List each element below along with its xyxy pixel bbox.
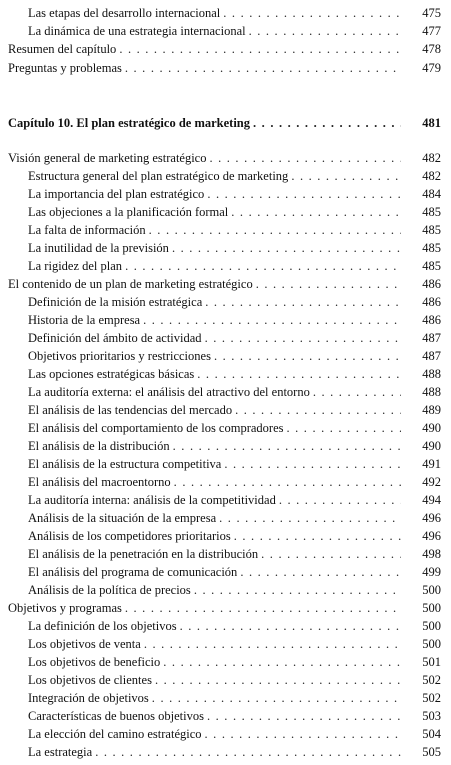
- entry-title: La elección del camino estratégico: [28, 727, 202, 741]
- toc-entry: [0, 457, 451, 475]
- entry-title: La rigidez del plan: [28, 259, 123, 273]
- toc-entry: [0, 403, 451, 421]
- entry-title: La falta de información: [28, 223, 146, 237]
- entry-page: 498: [422, 547, 441, 561]
- entry-page: 488: [422, 367, 441, 381]
- entry-page: 478: [422, 42, 441, 56]
- entry-title: La auditoría interna: análisis de la competitividad: [28, 493, 276, 507]
- toc-entry: [0, 619, 451, 637]
- dot-leader: [214, 349, 401, 364]
- entry-page: 486: [422, 277, 441, 291]
- dot-leader: [172, 241, 401, 256]
- entry-page: 487: [422, 331, 441, 345]
- entry-title: El análisis del macroentorno: [28, 475, 171, 489]
- chapter-title: Capítulo 10. El plan estratégico de marketing: [8, 116, 251, 130]
- dot-leader: [152, 691, 401, 706]
- entry-title: Las etapas del desarrollo internacional: [28, 6, 221, 20]
- dot-leader: [279, 493, 401, 508]
- dot-leader: [197, 367, 401, 382]
- toc-entry: [0, 493, 451, 511]
- entry-page: 485: [422, 259, 441, 273]
- dot-leader: [205, 727, 401, 742]
- dot-leader: [209, 151, 401, 166]
- entry-page: 488: [422, 385, 441, 399]
- toc-entry: [0, 745, 451, 763]
- entry-title: Los objetivos de clientes: [28, 673, 152, 687]
- dot-leader: [173, 439, 401, 454]
- entry-page: 505: [422, 745, 441, 759]
- entry-title: Resumen del capítulo: [8, 42, 117, 56]
- entry-page: 489: [422, 403, 441, 417]
- entry-page: 485: [422, 223, 441, 237]
- entry-title: El análisis del programa de comunicación: [28, 565, 238, 579]
- entry-page: 500: [422, 637, 441, 651]
- dot-leader: [180, 619, 401, 634]
- entry-page: 500: [422, 619, 441, 633]
- entry-page: 487: [422, 349, 441, 363]
- dot-leader: [224, 457, 401, 472]
- dot-leader: [235, 403, 401, 418]
- toc-entry: [0, 6, 451, 24]
- entry-title: El análisis del comportamiento de los compradores: [28, 421, 284, 435]
- entry-title: La auditoría externa: el análisis del atractivo del entorno: [28, 385, 310, 399]
- entry-page: 491: [422, 457, 441, 471]
- entry-title: El análisis de la estructura competitiva: [28, 457, 222, 471]
- toc-entry: [0, 295, 451, 313]
- dot-leader: [240, 565, 401, 580]
- entry-title: Los objetivos de beneficio: [28, 655, 161, 669]
- entry-page: 486: [422, 295, 441, 309]
- toc-entry: [0, 655, 451, 673]
- entry-title: La inutilidad de la previsión: [28, 241, 169, 255]
- dot-leader: [205, 331, 401, 346]
- entry-title: Los objetivos de venta: [28, 637, 141, 651]
- dot-leader: [234, 529, 401, 544]
- dot-leader: [291, 169, 401, 184]
- entry-title: Integración de objetivos: [28, 691, 149, 705]
- entry-title: La definición de los objetivos: [28, 619, 177, 633]
- dot-leader: [155, 673, 401, 688]
- dot-leader: [144, 637, 401, 652]
- dot-leader: [223, 6, 401, 21]
- toc-entry: [0, 673, 451, 691]
- toc-entry: [0, 709, 451, 727]
- entry-title: La importancia del plan estratégico: [28, 187, 205, 201]
- entry-page: 490: [422, 421, 441, 435]
- toc-entry: [0, 61, 451, 79]
- entry-title: El análisis de la distribución: [28, 439, 170, 453]
- entry-page: 486: [422, 313, 441, 327]
- entry-title: Objetivos prioritarios y restricciones: [28, 349, 211, 363]
- toc-entry: [0, 24, 451, 42]
- toc-entry: [0, 205, 451, 223]
- entry-title: Preguntas y problemas: [8, 61, 122, 75]
- chapter-page: 481: [422, 116, 441, 130]
- dot-leader: [125, 61, 401, 76]
- entry-page: 492: [422, 475, 441, 489]
- dot-leader: [125, 601, 401, 616]
- entry-title: Análisis de la situación de la empresa: [28, 511, 217, 525]
- dot-leader: [253, 116, 401, 131]
- toc-entry: [0, 691, 451, 709]
- entry-title: Historia de la empresa: [28, 313, 141, 327]
- entry-title: La dinámica de una estrategia internacional: [28, 24, 246, 38]
- toc-entry: [0, 151, 451, 169]
- toc-entry: [0, 547, 451, 565]
- entry-page: 502: [422, 673, 441, 687]
- dot-leader: [119, 42, 401, 57]
- toc-entry: [0, 421, 451, 439]
- entry-title: La estrategia: [28, 745, 93, 759]
- toc-entry: [0, 583, 451, 601]
- entry-title: El análisis de las tendencias del mercado: [28, 403, 233, 417]
- entry-page: 485: [422, 205, 441, 219]
- toc-entry: [0, 223, 451, 241]
- entry-title: Definición de la misión estratégica: [28, 295, 203, 309]
- chapter-heading: [0, 116, 451, 134]
- dot-leader: [143, 313, 401, 328]
- toc-entry: [0, 349, 451, 367]
- entry-page: 500: [422, 601, 441, 615]
- entry-title: El análisis de la penetración en la distribución: [28, 547, 259, 561]
- dot-leader: [194, 583, 401, 598]
- entry-page: 499: [422, 565, 441, 579]
- entry-page: 496: [422, 529, 441, 543]
- dot-leader: [207, 709, 401, 724]
- entry-title: Visión general de marketing estratégico: [8, 151, 207, 165]
- entry-page: 502: [422, 691, 441, 705]
- entry-page: 503: [422, 709, 441, 723]
- entry-title: Las objeciones a la planificación formal: [28, 205, 229, 219]
- dot-leader: [163, 655, 401, 670]
- dot-leader: [313, 385, 401, 400]
- toc-entry: [0, 511, 451, 529]
- entry-title: Análisis de la política de precios: [28, 583, 191, 597]
- entry-page: 500: [422, 583, 441, 597]
- toc-entry: [0, 367, 451, 385]
- entry-page: 484: [422, 187, 441, 201]
- toc-entry: [0, 565, 451, 583]
- entry-page: 494: [422, 493, 441, 507]
- toc-entry: [0, 277, 451, 295]
- toc-entry: [0, 331, 451, 349]
- toc-entry: [0, 385, 451, 403]
- toc-entry: [0, 313, 451, 331]
- entry-title: El contenido de un plan de marketing estratégico: [8, 277, 253, 291]
- toc-entry: [0, 42, 451, 60]
- entry-page: 496: [422, 511, 441, 525]
- dot-leader: [207, 187, 401, 202]
- toc-entry: [0, 601, 451, 619]
- entry-page: 485: [422, 241, 441, 255]
- entry-title: Las opciones estratégicas básicas: [28, 367, 195, 381]
- entry-page: 475: [422, 6, 441, 20]
- dot-leader: [125, 259, 401, 274]
- toc-entry: [0, 727, 451, 745]
- toc-entry: [0, 241, 451, 259]
- entry-title: Características de buenos objetivos: [28, 709, 204, 723]
- entry-page: 504: [422, 727, 441, 741]
- toc-entry: [0, 475, 451, 493]
- dot-leader: [174, 475, 401, 490]
- entry-page: 477: [422, 24, 441, 38]
- toc-entry: [0, 637, 451, 655]
- dot-leader: [219, 511, 401, 526]
- entry-page: 490: [422, 439, 441, 453]
- toc-entry: [0, 439, 451, 457]
- dot-leader: [231, 205, 401, 220]
- entry-page: 501: [422, 655, 441, 669]
- entry-title: Objetivos y programas: [8, 601, 122, 615]
- dot-leader: [205, 295, 401, 310]
- dot-leader: [256, 277, 401, 292]
- toc-entry: [0, 187, 451, 205]
- dot-leader: [287, 421, 402, 436]
- dot-leader: [149, 223, 401, 238]
- entry-page: 482: [422, 169, 441, 183]
- dot-leader: [261, 547, 401, 562]
- dot-leader: [95, 745, 401, 760]
- entry-title: Análisis de los competidores prioritarios: [28, 529, 231, 543]
- entry-page: 482: [422, 151, 441, 165]
- toc-entry: [0, 259, 451, 277]
- entry-title: Definición del ámbito de actividad: [28, 331, 202, 345]
- entry-title: Estructura general del plan estratégico de marketing: [28, 169, 289, 183]
- toc-entry: [0, 529, 451, 547]
- dot-leader: [249, 24, 401, 39]
- toc-entry: [0, 169, 451, 187]
- entry-page: 479: [422, 61, 441, 75]
